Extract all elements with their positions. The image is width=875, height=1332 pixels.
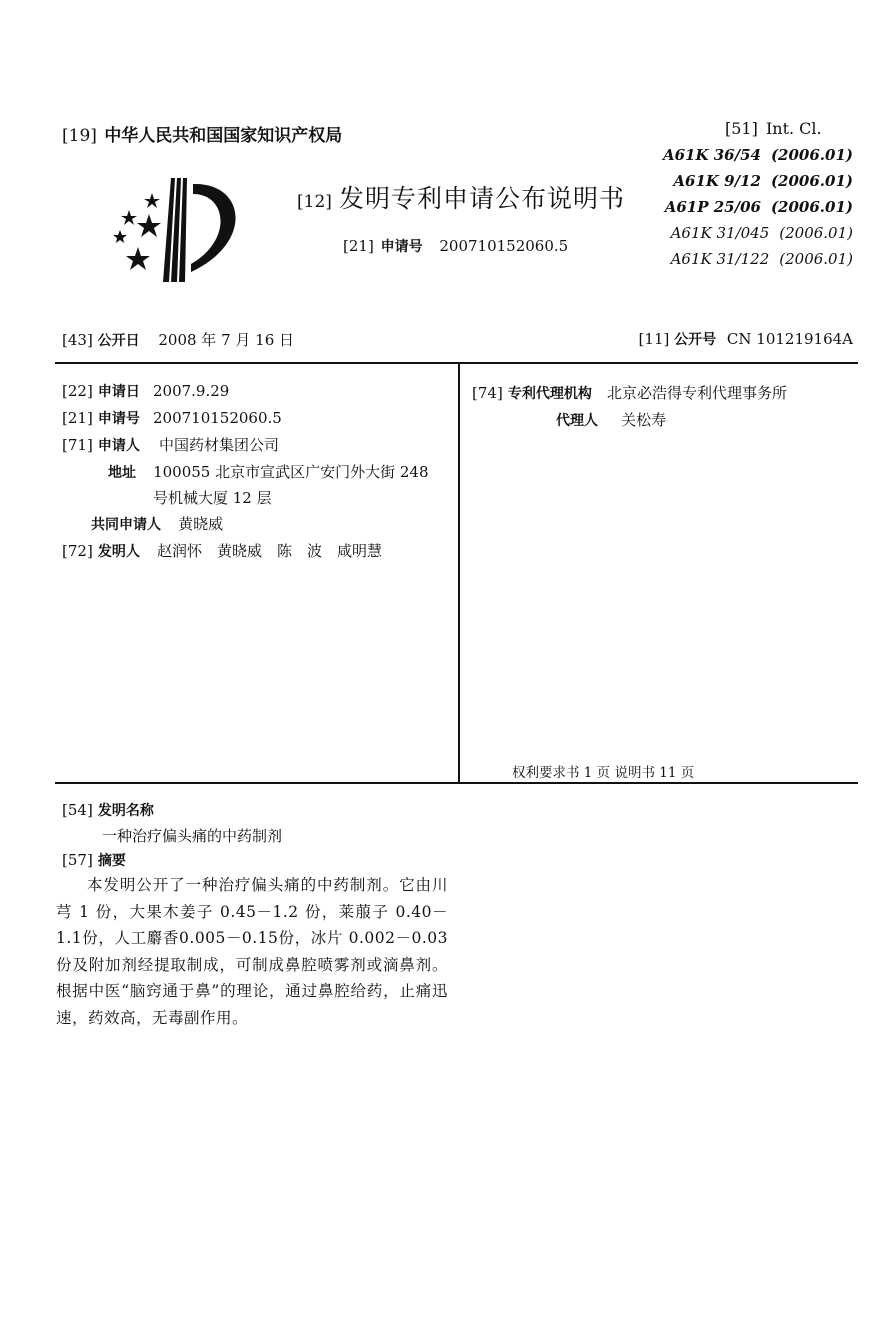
pub-no-value: CN 101219164A [726, 330, 853, 348]
app-no-label: 申请号 [380, 239, 423, 255]
ipc-code: [51] [725, 119, 758, 138]
inventor-value: 赵润怀 黄晓威 陈 波 咸明慧 [156, 542, 382, 560]
address-row [108, 461, 429, 482]
ipc-class-version: (2006.01) [770, 172, 853, 190]
abstract-label: 摘要 [97, 853, 126, 869]
agency-code: [74] [472, 384, 503, 402]
pub-date-value: 2008 年 7 月 16 日 [158, 331, 295, 349]
ipc-row [671, 250, 853, 268]
co-applicant-row [91, 513, 223, 534]
top-rule [55, 362, 858, 364]
applicant-code: [71] [62, 436, 93, 454]
pub-no-code: [11] [638, 330, 670, 348]
applicant-row [62, 434, 279, 455]
ipc-header [725, 119, 822, 138]
invention-title: 一种治疗偏头痛的中药制剂 [102, 827, 283, 845]
ipc-class-code: A61K 9/12 [673, 172, 761, 190]
page-count: 权利要求书 1 页 说明书 11 页 [512, 765, 695, 781]
ipc-class-version: (2006.01) [779, 250, 853, 268]
app-no-code: [21] [343, 237, 374, 255]
address-line-1: 100055 北京市宣武区广安门外大街 248 [153, 463, 429, 481]
appno-label: 申请号 [97, 411, 140, 427]
publication-date [62, 329, 294, 350]
pub-date-code: [43] [62, 331, 93, 349]
appno-code: [21] [62, 409, 93, 427]
abstract-text: 本发明公开了一种治疗偏头痛的中药制剂。它由川芎 1 份，大果木姜子 0.45－1.2 份，莱菔子 0.40－1.1份，人工麝香0.005－0.15份，冰片 0.002－0.03 份及附加剂经提取制成，可制成鼻腔喷雾剂或滴鼻剂。根据中医“脑窍通于鼻”的理论，通过鼻腔给药，止痛迅速，药效高，无毒副作用。 [56, 876, 448, 1027]
co-applicant-value: 黄晓威 [178, 515, 224, 533]
office-header [62, 121, 342, 146]
agent-label: 代理人 [556, 413, 598, 429]
inventor-code: [72] [62, 542, 93, 560]
office-name: 中华人民共和国国家知识产权局 [104, 126, 343, 146]
pub-no-label: 公开号 [674, 332, 717, 348]
doc-type-title [297, 179, 625, 215]
application-number-header [343, 236, 568, 256]
abstract-code: [57] [62, 851, 93, 869]
doc-type-code: [12] [297, 192, 332, 212]
ipc-class-version: (2006.01) [770, 146, 853, 164]
filing-date-row [62, 381, 229, 401]
bottom-rule [55, 782, 858, 784]
sipo-emblem-icon [105, 172, 255, 287]
filing-label: 申请日 [97, 384, 140, 400]
column-divider [458, 364, 460, 784]
ipc-row [665, 198, 853, 216]
agency-label: 专利代理机构 [507, 386, 592, 402]
agent-value: 关松寿 [621, 411, 667, 429]
ipc-class-version: (2006.01) [770, 198, 853, 216]
ipc-label: Int. Cl. [765, 119, 822, 138]
agency-value: 北京必浩得专利代理事务所 [606, 384, 787, 402]
app-no-value: 200710152060.5 [439, 237, 569, 255]
agent-row [556, 409, 666, 430]
office-code: [19] [62, 126, 97, 146]
inventor-row [62, 540, 382, 561]
ipc-row [671, 224, 853, 242]
applicant-label: 申请人 [97, 438, 140, 454]
abstract-body [56, 872, 448, 1031]
address-line-2: 号机械大厦 12 层 [153, 489, 272, 507]
doc-type-text: 发明专利申请公布说明书 [339, 184, 626, 213]
ipc-class-code: A61K 31/045 [670, 224, 770, 242]
application-number-row [62, 408, 282, 428]
ipc-class-version: (2006.01) [779, 224, 853, 242]
co-applicant-label: 共同申请人 [91, 517, 161, 533]
ipc-row [673, 172, 853, 190]
invention-title-heading [62, 800, 154, 820]
title-code: [54] [62, 801, 93, 819]
agency-row [472, 382, 787, 403]
ipc-class-code: A61K 31/122 [670, 250, 770, 268]
title-label: 发明名称 [97, 803, 154, 819]
appno-value: 200710152060.5 [152, 409, 282, 427]
ipc-class-code: A61K 36/54 [662, 146, 761, 164]
abstract-heading [62, 850, 126, 870]
filing-value: 2007.9.29 [152, 382, 230, 400]
address-label: 地址 [108, 465, 136, 481]
inventor-label: 发明人 [97, 544, 140, 560]
filing-code: [22] [62, 382, 93, 400]
ipc-class-code: A61P 25/06 [664, 198, 761, 216]
ipc-row [663, 146, 853, 164]
pub-date-label: 公开日 [97, 333, 140, 349]
publication-number [639, 329, 853, 349]
applicant-value: 中国药材集团公司 [158, 436, 279, 454]
